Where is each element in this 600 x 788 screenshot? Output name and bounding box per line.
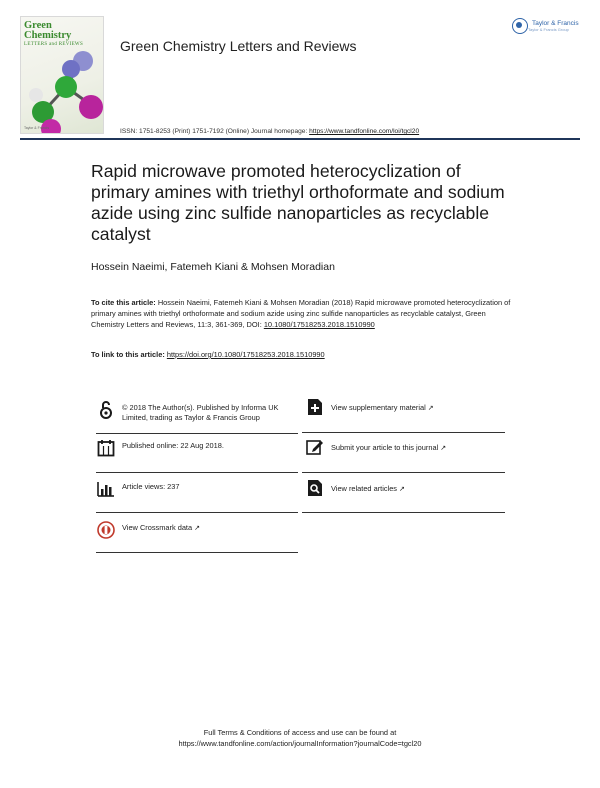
crossmark-text: View Crossmark data <box>122 523 193 532</box>
external-link-icon: ↗ <box>399 486 405 493</box>
edit-icon <box>305 437 325 457</box>
plus-document-icon <box>305 397 325 417</box>
publisher-logo-icon <box>512 18 528 34</box>
citation-block <box>91 297 511 330</box>
journal-cover-image <box>20 16 104 134</box>
divider <box>96 512 298 513</box>
cite-label: To cite this article: <box>91 298 156 307</box>
published-date <box>96 438 301 458</box>
divider <box>96 552 298 553</box>
journal-title[interactable]: Green Chemistry Letters and Reviews <box>120 38 357 54</box>
cover-subtitle: LETTERS and REVIEWS <box>24 42 84 47</box>
external-link-icon: ↗ <box>440 445 447 452</box>
supplementary-text: View supplementary material <box>331 403 426 412</box>
published-text: Published online: 22 Aug 2018. <box>122 441 224 450</box>
external-link-icon: ↗ <box>427 405 434 412</box>
license-text: © 2018 The Author(s). Published by Informa UK Limited, trading as Taylor & Francis Group <box>122 403 279 422</box>
cite-doi-link[interactable]: 10.1080/17518253.2018.1510990 <box>263 320 375 329</box>
terms-footer <box>0 727 600 749</box>
link-label: To link to this article: <box>91 350 165 359</box>
views-text: Article views: 237 <box>122 482 180 491</box>
divider <box>302 472 505 473</box>
cite-text: Hossein Naeimi, Fatemeh Kiani & Mohsen Moradian (2018) Rapid microwave promoted heterocyclization of primary amines with triethyl orthoformate and sodium azide using zinc sulfide nanoparticles as recyclable catalyst, Green Chemistry Letters and Reviews, 11:3, 361-369, DOI: <box>91 298 511 329</box>
external-link-icon: ↗ <box>194 525 200 532</box>
related-text: View related articles <box>331 484 397 493</box>
issn-line <box>120 128 419 135</box>
cover-title: Green Chemistry <box>24 20 72 41</box>
related-articles-link[interactable] <box>305 478 515 498</box>
article-title: Rapid microwave promoted heterocyclization of primary amines with triethyl orthoformate and sodium azide using zinc sulfide nanoparticles as recyclable catalyst <box>91 161 505 244</box>
footer-terms-link[interactable]: https://www.tandfonline.com/action/journalInformation?journalCode=tgcl20 <box>178 739 422 748</box>
taylor-francis-logo[interactable] <box>512 18 579 34</box>
journal-homepage-link[interactable]: https://www.tandfonline.com/loi/tgcl20 <box>309 128 420 135</box>
article-link-line <box>91 350 325 359</box>
submit-article-link[interactable] <box>305 437 515 457</box>
crossmark-link[interactable] <box>96 520 301 540</box>
open-access-icon <box>96 400 116 420</box>
article-doi-link[interactable]: https://doi.org/10.1080/17518253.2018.1510990 <box>166 350 325 359</box>
divider <box>96 433 298 434</box>
footer-line1: Full Terms & Conditions of access and use can be found at <box>203 728 397 737</box>
divider <box>96 472 298 473</box>
article-views <box>96 479 301 499</box>
article-authors: Hossein Naeimi, Fatemeh Kiani & Mohsen Moradian <box>91 261 335 273</box>
search-document-icon <box>305 478 325 498</box>
supplementary-material-link[interactable] <box>305 397 515 417</box>
issn-text: ISSN: 1751-8253 (Print) 1751-7192 (Online) Journal homepage: <box>120 128 308 135</box>
header-divider <box>20 138 580 140</box>
calendar-icon <box>96 438 116 458</box>
cover-publisher-mark: Taylor & Francis <box>24 126 50 130</box>
bar-chart-icon <box>96 479 116 499</box>
crossmark-icon <box>96 520 116 540</box>
divider <box>302 432 505 433</box>
open-access-license <box>96 400 301 423</box>
submit-text: Submit your article to this journal <box>331 443 439 452</box>
logo-tagline: Taylor & Francis Group <box>528 27 569 32</box>
divider <box>302 512 505 513</box>
logo-name: Taylor & Francis <box>532 20 579 27</box>
